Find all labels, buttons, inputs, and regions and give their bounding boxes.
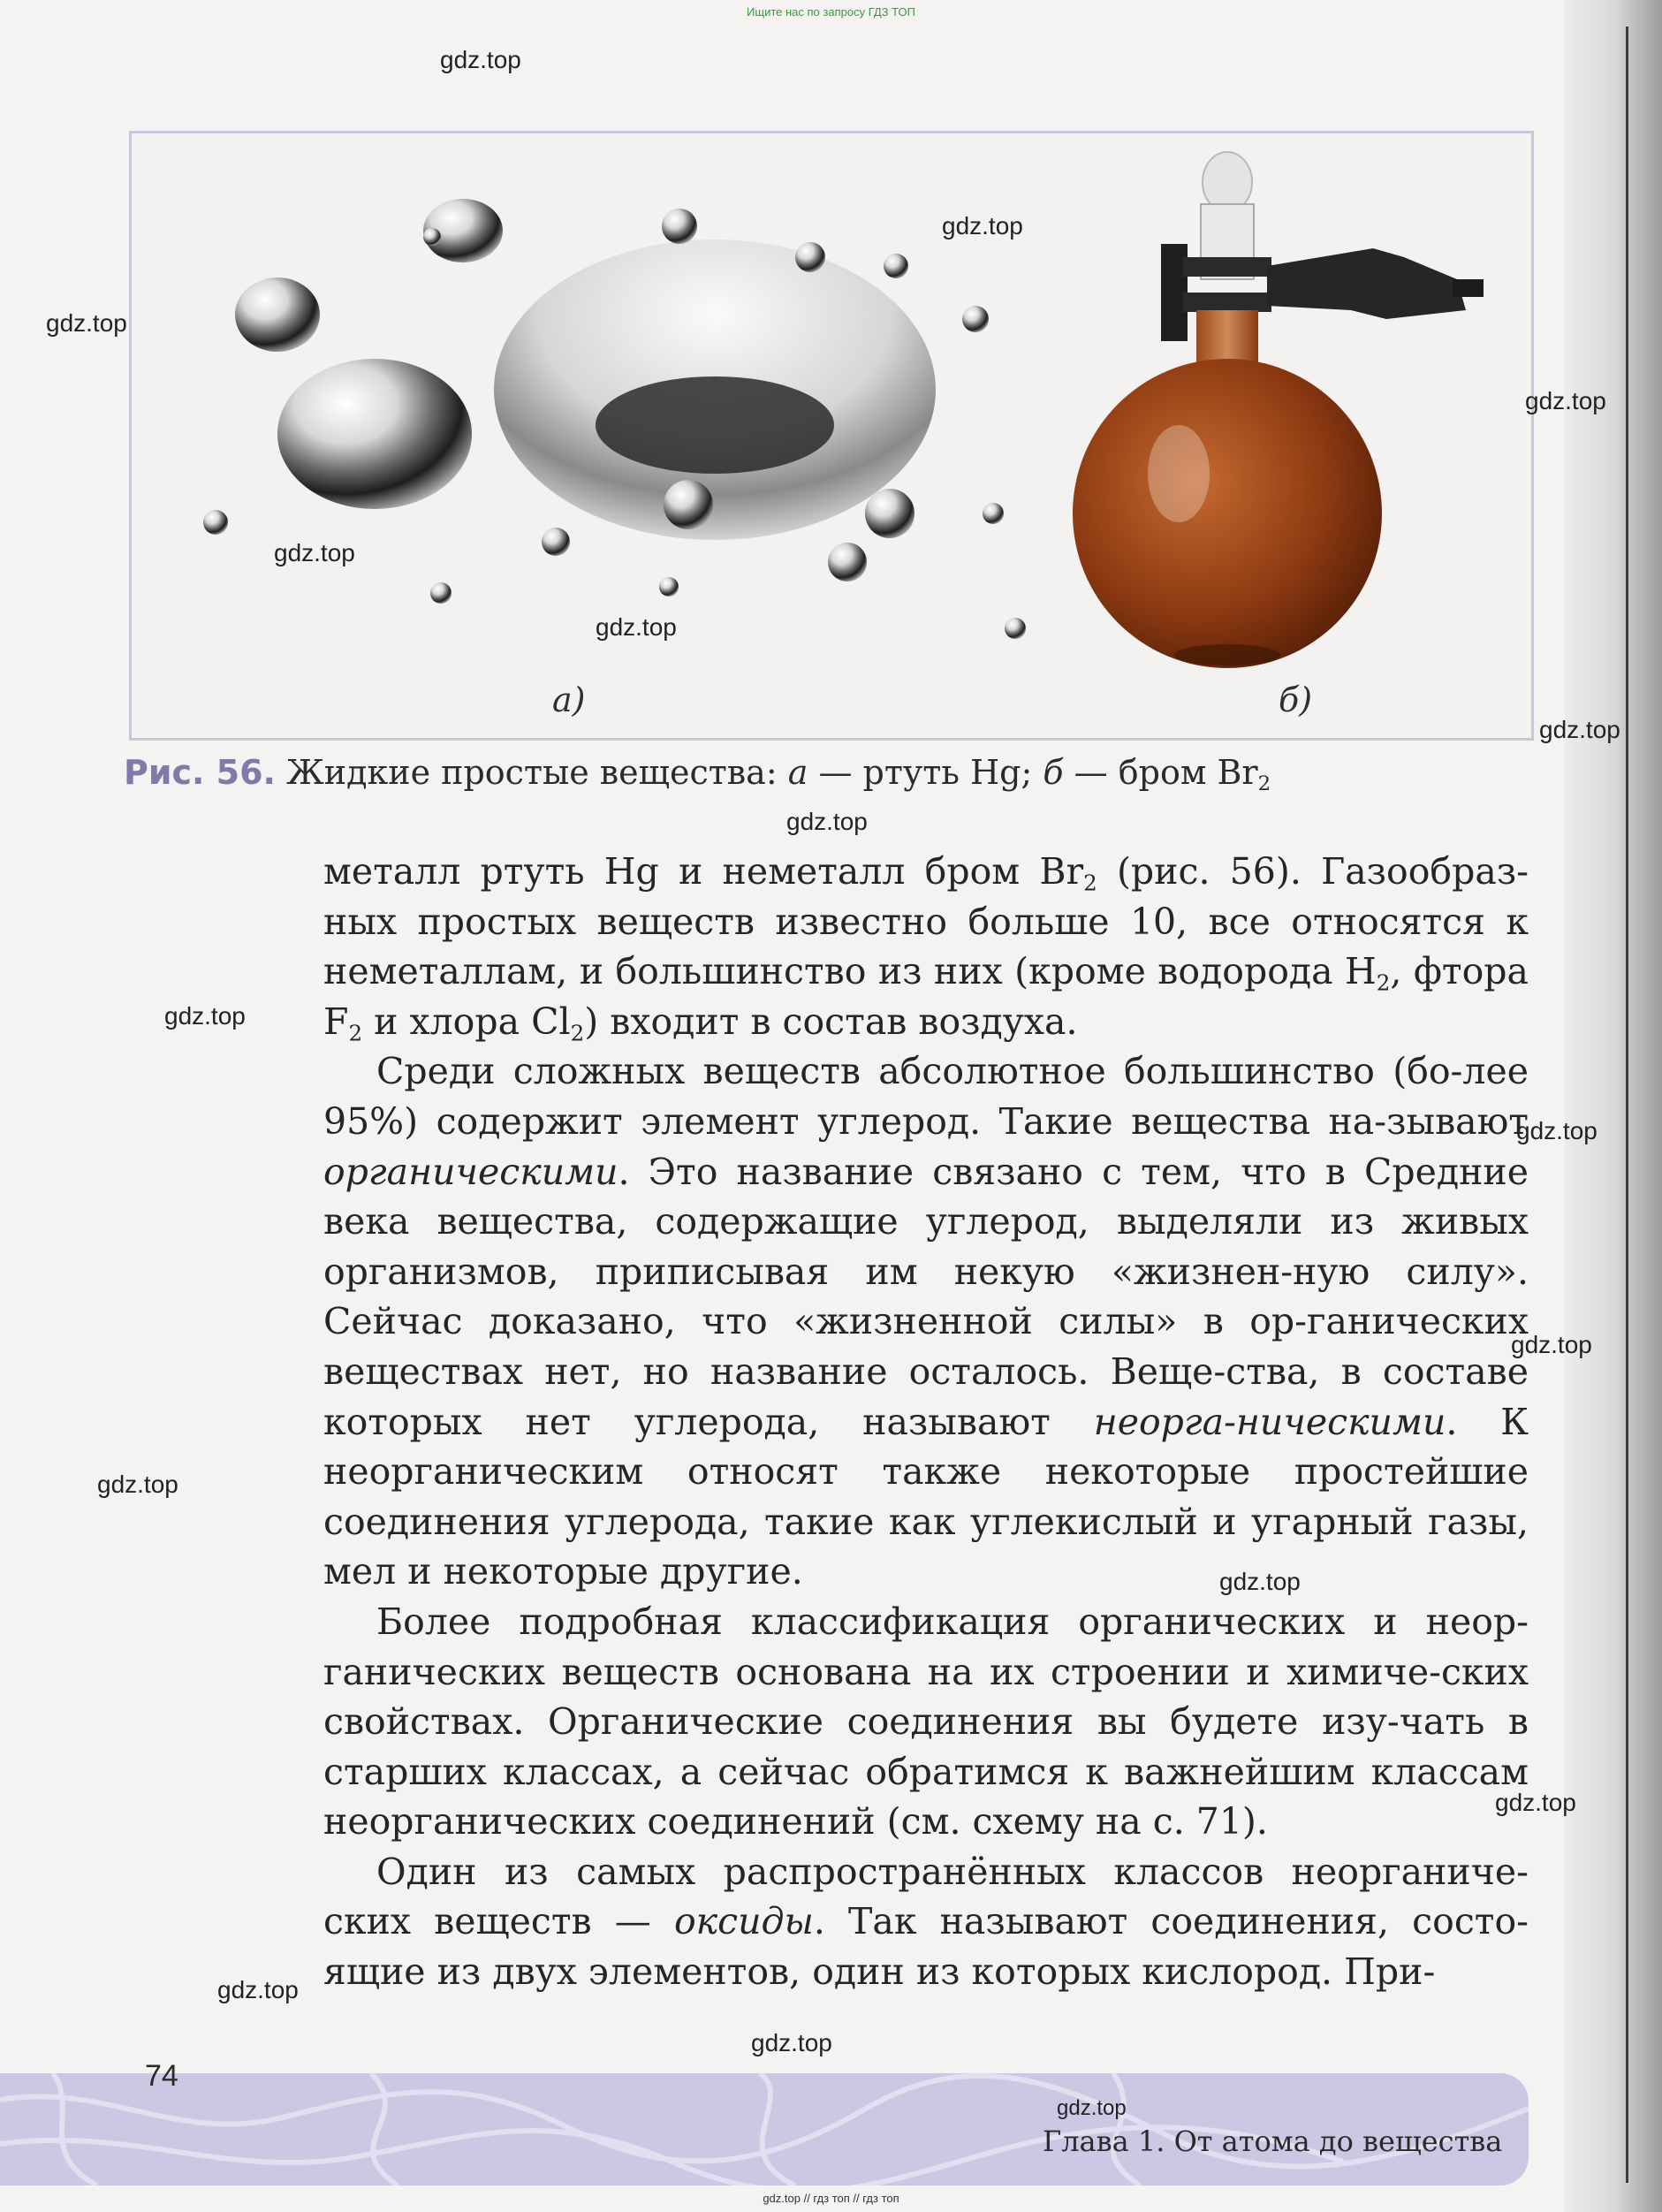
- book-spine-shadow: [1565, 0, 1662, 2212]
- figure-56-frame: [129, 131, 1534, 741]
- watermark: gdz.top: [164, 1002, 246, 1030]
- p2-text-2: . Это название связано с тем, что в Средние века вещества, содержащие углерод, выделяли из живых организмов, приписывая им некую «жизнен-ную силу». Сейчас доказано, что «жизненной силы» в ор-ганических веществах нет, но название осталось. Веще-ства, в составе которых нет углерода, называют: [323, 1150, 1529, 1443]
- paragraph-2: [323, 1046, 1529, 1597]
- watermark: gdz.top: [46, 309, 127, 337]
- p2-text-3: . К неорганическим относят также некоторые простейшие соединения углерода, такие как углекислый и угарный газы, мел и некоторые другие.: [323, 1400, 1529, 1593]
- watermark: gdz.top: [786, 808, 868, 835]
- watermark: gdz.top: [1539, 716, 1620, 743]
- caption-number: Рис. 56.: [124, 753, 276, 792]
- caption-b: б: [1043, 753, 1064, 792]
- watermark: gdz.top: [217, 1976, 299, 2003]
- figure-caption: [124, 753, 1271, 795]
- paragraph-3: Более подробная классификация органических и неор-ганических веществ основана на их строении и химиче-ских свойствах. Органические соединения вы будете изу-чать в старших классах, а сейчас обратимся к важнейшим классам неорганических соединений (см. схему на с. 71).: [323, 1600, 1529, 1843]
- paragraph-4: [323, 1847, 1529, 1997]
- watermark: gdz.top: [751, 2029, 832, 2056]
- watermark: gdz.top: [1516, 1117, 1597, 1144]
- watermark: gdz.top: [440, 46, 521, 73]
- p1-text-2: (рис. 56). Газообраз-ных простых веществ известно больше 10, все относятся к неметаллам, и большинство из них (кроме водорода H: [323, 850, 1529, 993]
- bromine-flask: [1073, 152, 1484, 668]
- watermark: gdz.top: [942, 212, 1023, 239]
- p1-text-5: ) входит в состав воздуха.: [584, 1000, 1078, 1043]
- caption-a: а: [787, 753, 808, 792]
- caption-subscript: 2: [1257, 772, 1271, 795]
- p2-text-1: Среди сложных веществ абсолютное большинство (бо-лее 95%) содержит элемент углерод. Такие вещества на-зывают: [323, 1050, 1529, 1143]
- caption-text-2: — ртуть Hg;: [808, 753, 1043, 792]
- page-number: 74: [145, 2059, 178, 2093]
- chapter-title: Глава 1. От атома до вещества: [1043, 2125, 1503, 2158]
- p4-text-1: Один из самых распространённых классов неорганиче-ских веществ —: [323, 1850, 1529, 1943]
- p2-term-inorganic: неорга-ническими: [1093, 1400, 1446, 1443]
- figure-label-b: б): [1279, 680, 1313, 719]
- p4-text-2: . Так называют соединения, состо-ящие из двух элементов, один из которых кислород. При-: [323, 1900, 1529, 1994]
- watermark: gdz.top: [1495, 1789, 1576, 1816]
- watermark: gdz.top: [1219, 1568, 1301, 1595]
- watermark: gdz.top: [596, 613, 677, 641]
- watermark: gdz.top: [97, 1471, 178, 1498]
- p1-sub-4: 2: [570, 1020, 585, 1046]
- p1-sub-3: 2: [348, 1020, 363, 1046]
- watermark: gdz.top: [274, 539, 355, 566]
- watermark: gdz.top: [1057, 2096, 1127, 2120]
- p1-sub-2: 2: [1376, 969, 1391, 996]
- book-spine-edge: [1626, 27, 1628, 2183]
- p1-text-1: металл ртуть Hg и неметалл бром Br: [323, 850, 1084, 893]
- paragraph-1: [323, 847, 1529, 1046]
- mercury-droplets: [203, 199, 1026, 639]
- p4-term-oxides: оксиды: [673, 1900, 814, 1943]
- figure-56-illustration: [132, 133, 1531, 738]
- caption-text-3: — бром Br: [1063, 753, 1258, 792]
- figure-label-a: а): [552, 680, 586, 719]
- p1-text-3: , фтора F: [323, 950, 1529, 1043]
- p1-sub-1: 2: [1083, 870, 1097, 896]
- caption-text: Жидкие простые вещества:: [286, 753, 788, 792]
- p1-text-4: и хлора Cl: [362, 1000, 571, 1043]
- watermark: gdz.top: [1511, 1331, 1592, 1358]
- p2-term-organic: органическими: [323, 1150, 619, 1193]
- bottom-banner: gdz.top // гдз топ // гдз топ: [763, 2192, 899, 2205]
- watermark: gdz.top: [1525, 387, 1606, 414]
- top-banner: Ищите нас по запросу ГДЗ ТОП: [747, 5, 915, 19]
- body-text: [323, 847, 1529, 1997]
